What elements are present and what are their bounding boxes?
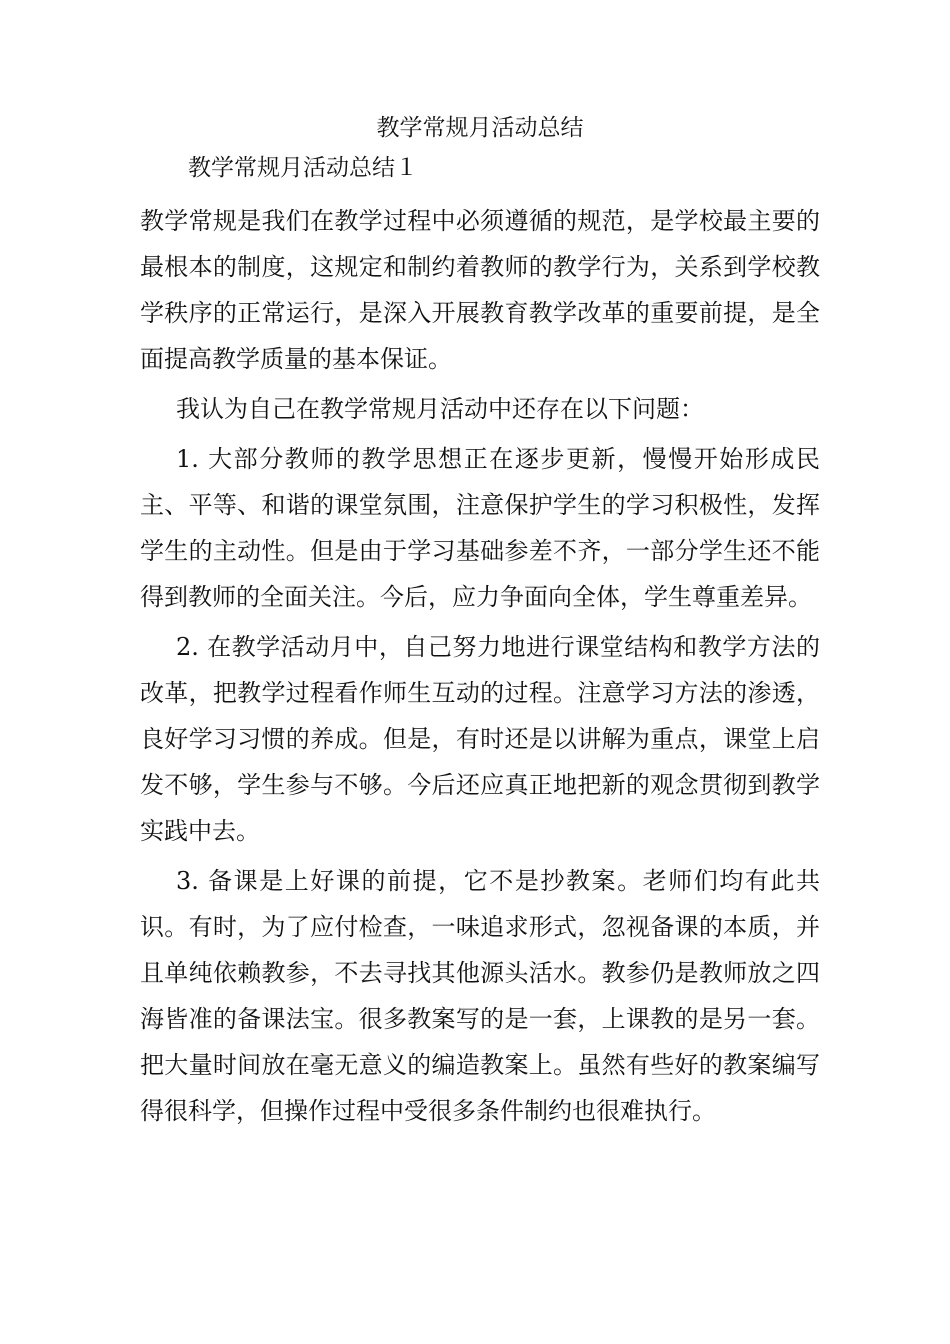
document-title: 教学常规月活动总结 (376, 115, 584, 141)
paragraph-item-3: 3. 备课是上好课的前提，它不是抄教案。老师们均有此共识。有时，为了应付检查，一味追求形式，忽视备课的本质，并且单纯依赖教参，不去寻找其他源头活水。教参仍是教师放之四海皆准的备课法宝。很多教案写的是一套，上课教的是另一套。把大量时间放在毫无意义的编造教案上。虽然有些好的教案编写得很科学，但操作过程中受很多条件制约也很难执行。 (140, 867, 820, 1125)
document-body (140, 112, 820, 1134)
paragraph-problems-lead: 我认为自己在教学常规月活动中还存在以下问题： (176, 395, 704, 423)
paragraph-intro: 教学常规是我们在教学过程中必须遵循的规范，是学校最主要的最根本的制度，这规定和制约着教师的教学行为，关系到学校教学秩序的正常运行，是深入开展教育教学改革的重要前提，是全面提高教学质量的基本保证。 (140, 207, 820, 373)
paragraph-item-1: 1. 大部分教师的教学思想正在逐步更新，慢慢开始形成民主、平等、和谐的课堂氛围，注意保护学生的学习积极性，发挥学生的主动性。但是由于学习基础参差不齐，一部分学生还不能得到教师的全面关注。今后，应力争面向全体，学生尊重差异。 (140, 445, 820, 611)
paragraph-item-2: 2. 在教学活动月中，自己努力地进行课堂结构和教学方法的改革，把教学过程看作师生互动的过程。注意学习方法的渗透，良好学习习惯的养成。但是，有时还是以讲解为重点，课堂上启发不够，学生参与不够。今后还应真正地把新的观念贯彻到教学实践中去。 (140, 633, 820, 845)
document-subtitle: 教学常规月活动总结１ (188, 155, 418, 181)
